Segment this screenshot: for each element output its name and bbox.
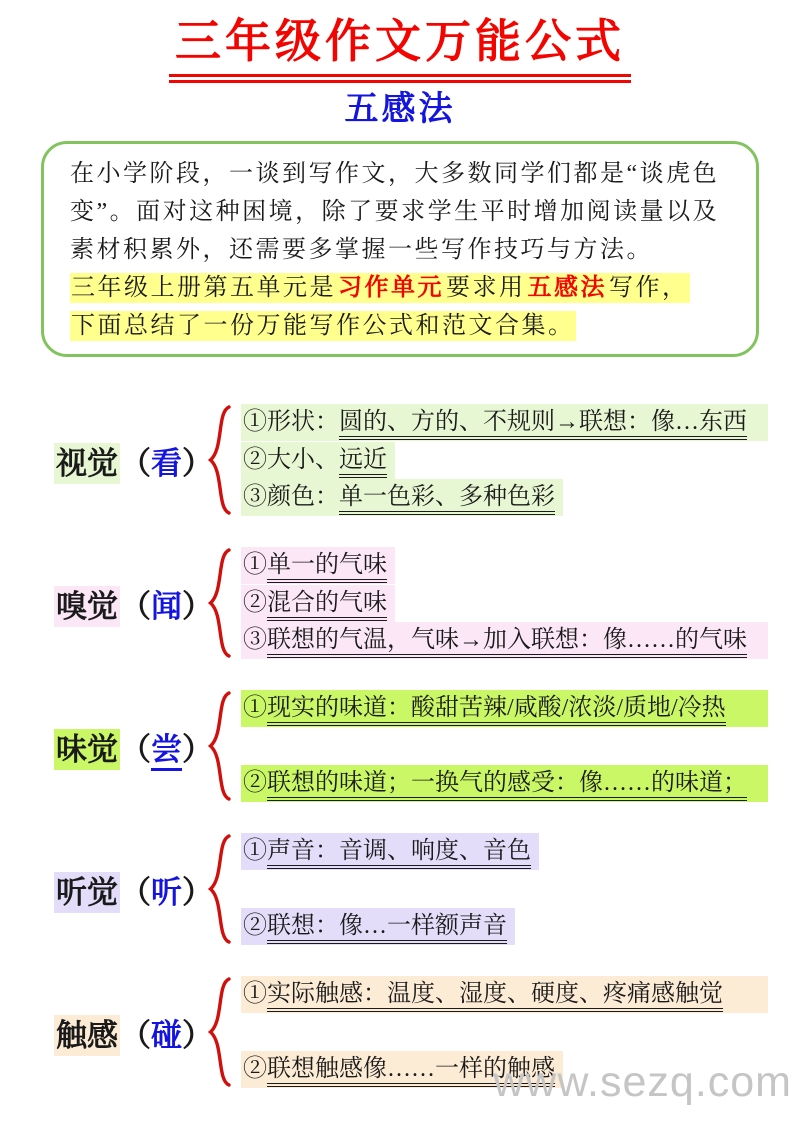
sense-name: 嗅觉 [54,586,120,627]
sense-name: 味觉 [54,729,120,770]
item-prefix: ① [243,695,267,722]
item-highlight [241,690,768,727]
item-highlight [241,547,395,584]
section-label-touch [54,1010,213,1055]
item-underlined-text: 圆的、方的、不规则→联想：像…东西 [339,409,747,440]
item-prefix: ① [243,838,267,865]
section-smell [54,546,800,660]
sections [54,403,800,1089]
sense-item [241,976,768,1013]
page-title: 三年级作文万能公式 [169,16,631,83]
item-prefix: ①形状： [243,409,339,436]
item-underlined-text: 现实的味道：酸甜苦辣/咸酸/浓淡/质地/冷热 [267,695,726,726]
intro-line: 变”。面对这种困境，除了要求学生平时增加阅读量以及 [70,199,720,226]
sense-name: 视觉 [54,443,120,484]
watermark: www.sezq.com [493,1058,792,1106]
item-prefix: ① [243,981,267,1008]
item-prefix: ② [243,913,267,940]
open-paren: （ [120,445,151,481]
sense-verb: 听 [151,874,182,910]
curly-brace-icon [206,833,232,945]
open-paren: （ [120,731,151,767]
sense-name: 触感 [54,1015,120,1056]
section-hearing [54,832,800,946]
sense-item [241,765,768,802]
intro-line: 在小学阶段，一谈到写作文，大多数同学们都是“谈虎色 [70,161,720,188]
close-paren: ） [182,1017,213,1053]
curly-brace-icon [206,547,232,659]
item-prefix: ③颜色： [243,484,339,511]
highlight-keyword: 习作单元 [338,275,444,302]
item-underlined-text: 单一色彩、多种色彩 [339,484,555,515]
item-prefix: ② [243,770,267,797]
sense-verb: 碰 [151,1017,182,1053]
item-highlight [241,765,768,802]
sense-item [241,585,768,622]
item-prefix: ② [243,1056,267,1083]
open-paren: （ [120,874,151,910]
item-highlight [241,908,515,945]
open-paren: （ [120,588,151,624]
item-underlined-text: 声音：音调、响度、音色 [267,838,531,869]
section-label-smell [54,581,213,626]
item-prefix: ① [243,552,267,579]
close-paren: ） [182,445,213,481]
close-paren: ） [182,588,213,624]
sense-item [241,908,768,945]
curly-brace-icon [206,976,232,1088]
sense-name: 听觉 [54,872,120,913]
item-prefix: ②大小、 [243,446,339,473]
highlight-text: 写作， [609,275,689,302]
item-underlined-text: 远近 [339,447,387,478]
item-underlined-text: 联想：像…一样额声音 [267,913,507,944]
item-highlight [241,976,768,1013]
highlight-text: 下面总结了一份万能写作公式和范文合集。 [71,313,575,340]
highlight-keyword: 五感法 [527,275,607,302]
highlight-text: 三年级上册第五单元是 [71,275,336,302]
page-subtitle: 五感法 [344,90,456,128]
section-items-taste [241,690,800,802]
sense-item [241,442,768,479]
intro-highlight [70,269,734,345]
item-underlined-text: 实际触感：温度、湿度、硬度、疼痛感触觉 [267,981,723,1012]
sense-item [241,479,768,516]
intro-line: 素材积累外，还需要多掌握一些写作技巧与方法。 [70,237,653,264]
item-underlined-text: 联想触感像……一样的触感 [267,1056,555,1087]
section-label-taste [54,724,213,769]
item-underlined-text: 联想的气温，气味→加入联想：像……的气味 [267,627,747,658]
highlight-text: 要求用 [446,275,526,302]
close-paren: ） [182,731,213,767]
sense-verb: 尝 [151,732,182,771]
section-label-visual [54,438,213,483]
curly-brace-icon [206,404,232,516]
sense-verb: 看 [151,445,182,481]
intro-plain-text [70,155,734,269]
item-highlight [241,479,563,516]
item-prefix: ③ [243,627,267,654]
intro-box [41,141,759,357]
sense-item [241,690,768,727]
close-paren: ） [182,874,213,910]
item-highlight [241,622,768,659]
item-highlight [241,404,768,441]
section-visual [54,403,800,517]
section-label-hearing [54,867,213,912]
section-items-hearing [241,833,800,945]
section-taste [54,689,800,803]
section-items-smell [241,547,800,659]
curly-brace-icon [206,690,232,802]
item-prefix: ② [243,589,267,616]
item-underlined-text: 混合的气味 [267,590,387,621]
section-items-visual [241,404,800,516]
open-paren: （ [120,1017,151,1053]
item-highlight [241,833,539,870]
sense-verb: 闻 [151,588,182,624]
item-underlined-text: 单一的气味 [267,552,387,583]
item-highlight [241,585,395,622]
sense-item [241,622,768,659]
item-highlight [241,442,395,479]
sense-item [241,833,768,870]
item-underlined-text: 联想的味道；一换气的感受：像……的味道； [267,770,747,801]
sense-item [241,404,768,441]
sense-item [241,547,768,584]
